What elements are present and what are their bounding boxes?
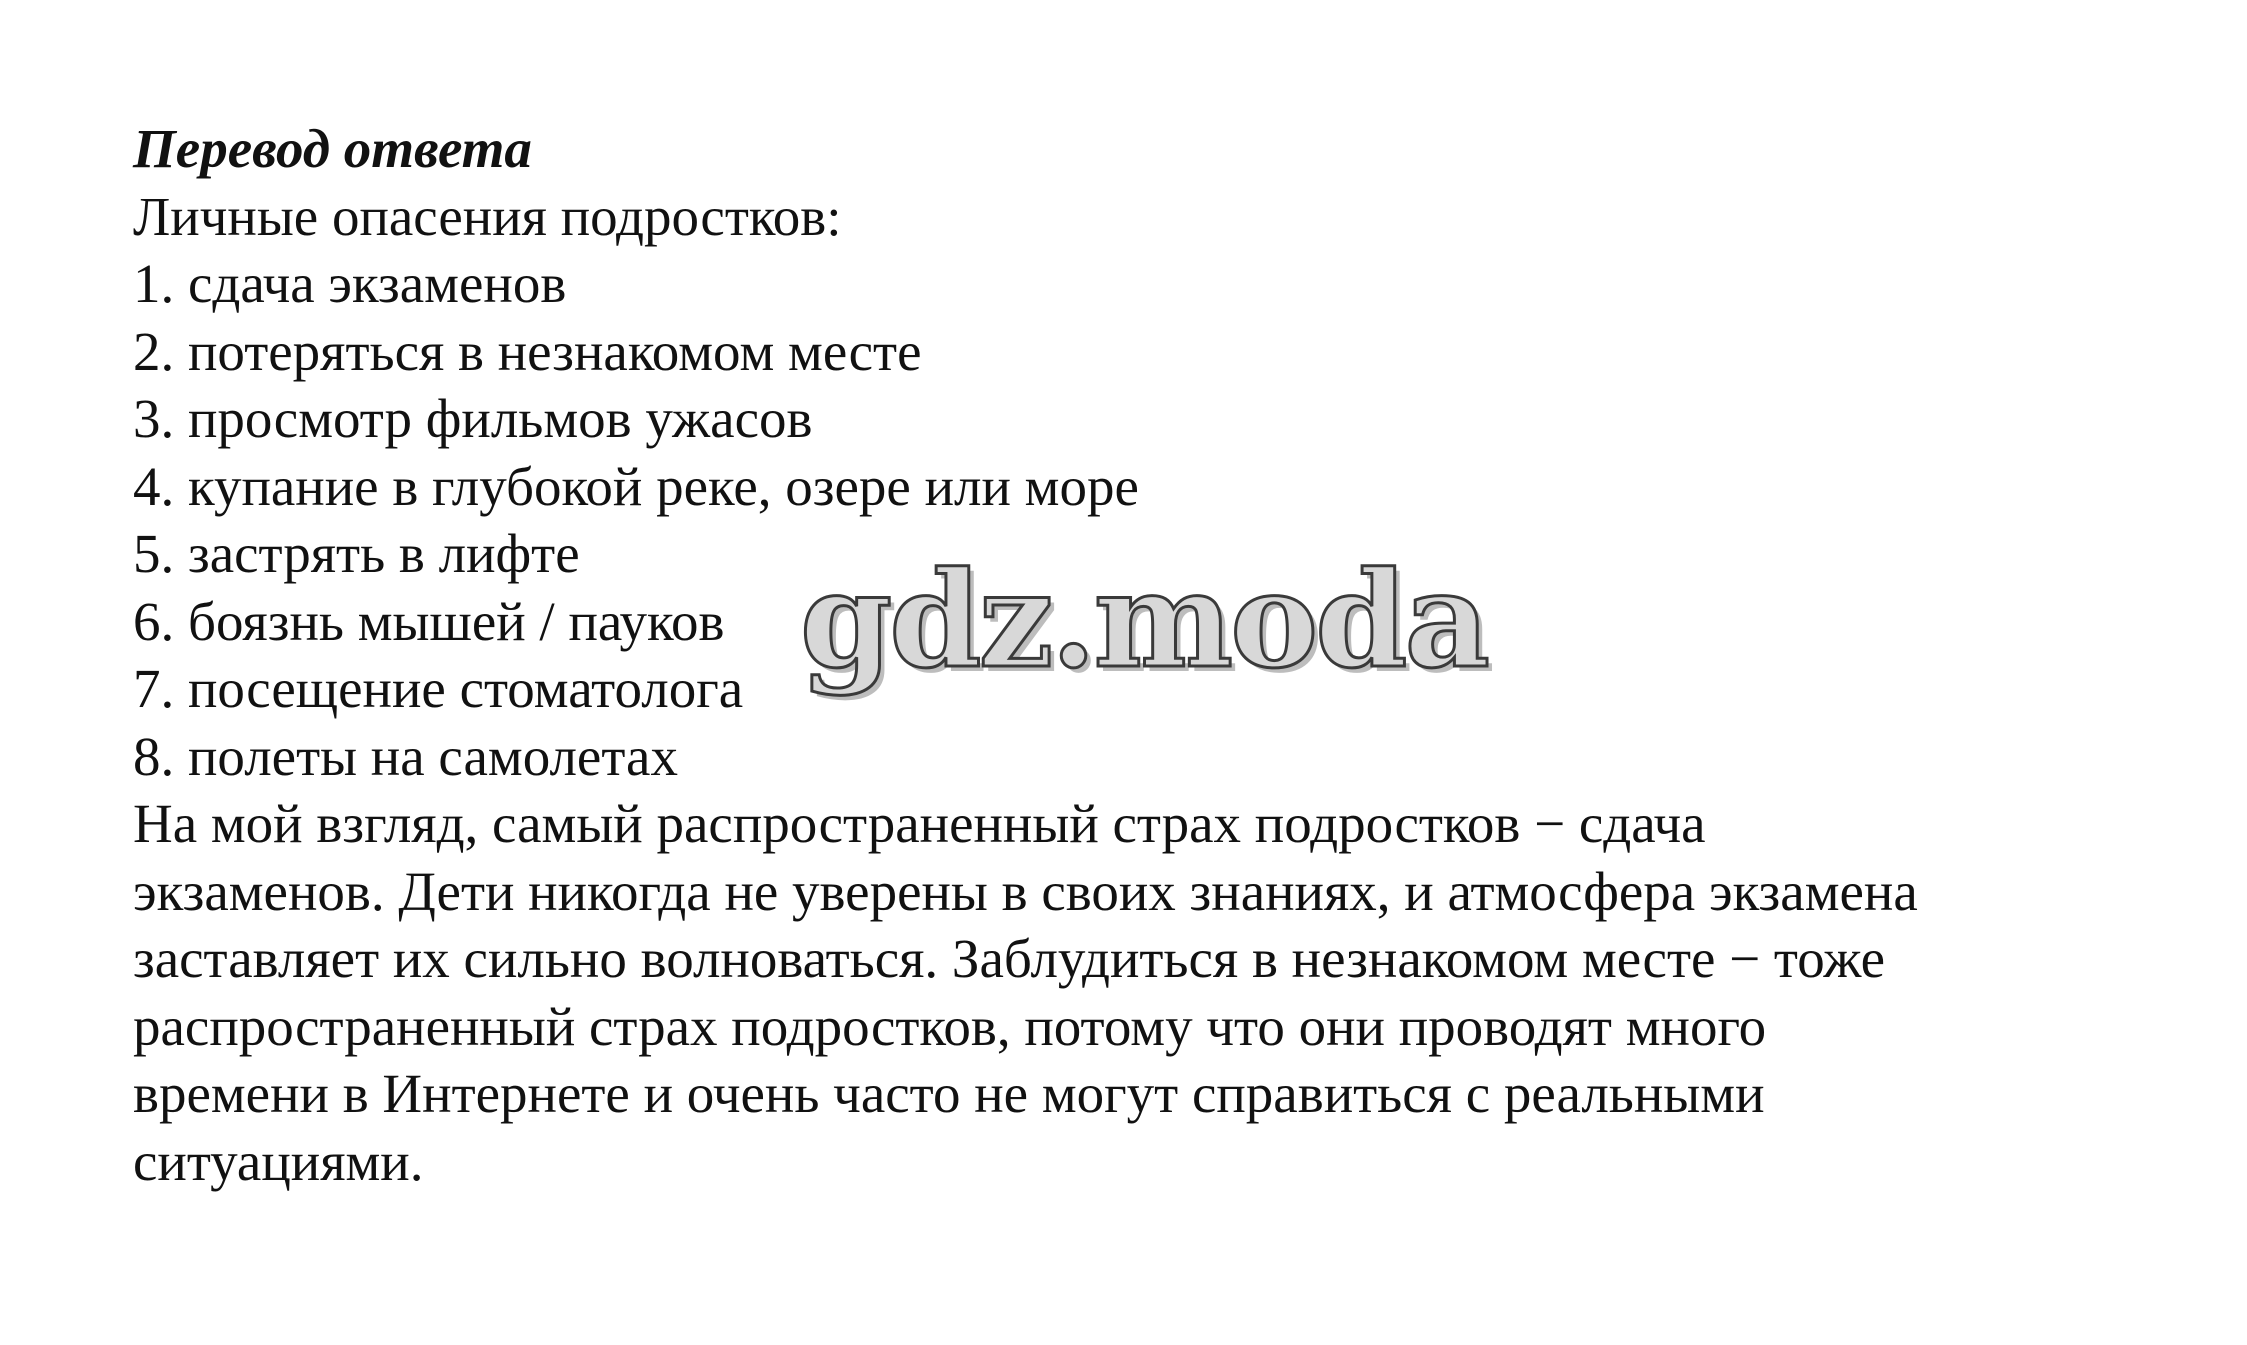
intro-line: Личные опасения подростков: bbox=[133, 185, 842, 247]
paragraph-line: ситуациями. bbox=[133, 1130, 424, 1192]
paragraph-line: распространенный страх подростков, потому что они проводят много bbox=[133, 995, 1767, 1057]
list-item: 4. купание в глубокой реке, озере или море bbox=[133, 455, 1139, 517]
paragraph-line: На мой взгляд, самый распространенный страх подростков − сдача bbox=[133, 793, 1706, 854]
list-item: 5. застрять в лифте bbox=[133, 523, 580, 584]
list-item: 8. полеты на самолетах bbox=[133, 725, 678, 787]
paragraph-line: заставляет их сильно волноваться. Заблудиться в незнакомом месте − тоже bbox=[133, 928, 1886, 989]
list-item: 1. сдача экзаменов bbox=[133, 253, 567, 314]
list-item: 3. просмотр фильмов ужасов bbox=[133, 388, 813, 449]
paragraph-line: времени в Интернете и очень часто не могут справиться с реальными bbox=[133, 1063, 1765, 1124]
answer-paragraph bbox=[133, 790, 2143, 1195]
fears-list bbox=[133, 250, 2143, 790]
list-item: 6. боязнь мышей / пауков bbox=[133, 590, 725, 652]
paragraph-line: экзаменов. Дети никогда не уверены в своих знаниях, и атмосфера экзамена bbox=[133, 860, 1918, 922]
watermark-logo: gdz.moda bbox=[800, 543, 1488, 698]
list-item: 7. посещение стоматолога bbox=[133, 658, 744, 719]
list-item: 2. потеряться в незнакомом месте bbox=[133, 320, 922, 382]
section-heading: Перевод ответа bbox=[133, 118, 532, 179]
